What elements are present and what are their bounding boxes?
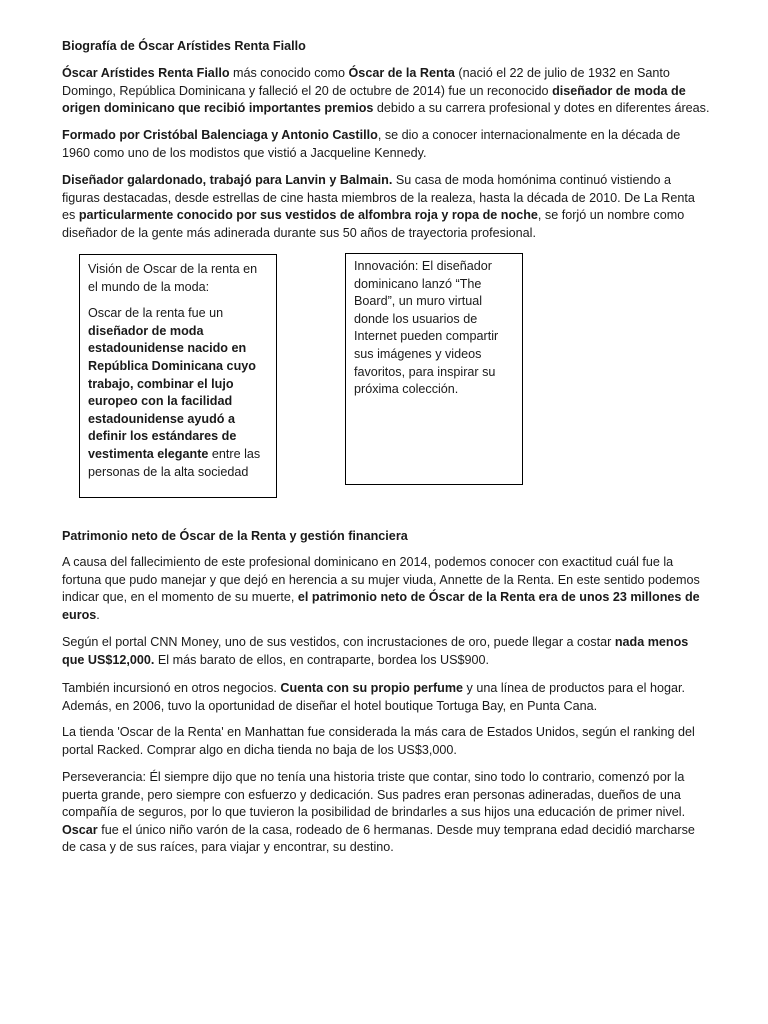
paragraph-training: Formado por Cristóbal Balenciaga y Antonio Castillo, se dio a conocer internacionalmente en la década de 1960 como uno de los modistos que vistió a Jacqueline Kennedy. — [62, 128, 681, 160]
career-highlight: Diseñador galardonado, trabajó para Lanvin y Balmain. — [62, 173, 393, 187]
price-highlight: nada menos que US$12,000. — [62, 635, 689, 667]
training-highlight: Formado por Cristóbal Balenciaga y Antonio Castillo — [62, 128, 378, 142]
paragraph-store: La tienda 'Oscar de la Renta' en Manhattan fue considerada la más cara de Estados Unidos, según el ranking del portal Racked. Comprar algo en dicha tienda no baja de los US$3,000. — [62, 725, 695, 757]
section-title-net-worth: Patrimonio neto de Óscar de la Renta y gestión financiera — [62, 529, 408, 543]
innovation-body: Innovación: El diseñador dominicano lanzó “The Board”, un muro virtual donde los usuarios de Internet pueden compartir sus imágenes y videos favoritos, para inspirar su próxima colección. — [354, 259, 499, 397]
vision-highlight: diseñador de moda estadounidense nacido en República Dominicana cuyo trabajo, combinar el lujo europeo con la facilidad estadounidense ayudó a definir los estándares de vestimenta elegante — [88, 323, 256, 461]
full-name: Óscar Arístides Renta Fiallo — [62, 66, 230, 80]
paragraph-businesses: También incursionó en otros negocios. Cuenta con su propio perfume y una línea de productos para el hogar. Además, en 2006, tuvo la oportunidad de diseñar el hotel boutique Tortuga Bay, en Punta Cana. — [62, 681, 685, 713]
paragraph-perseverance: Perseverancia: Él siempre dijo que no tenía una historia triste que contar, sino todo lo contrario, comenzó por la puerta grande, pero siempre con esfuerzo y dedicación. Sus padres eran personas adineradas, dueños de una compañía de seguros, por lo que tuvieron la posibilidad de brindarles a sus hijos una educación de primer nivel. Oscar fue el único niño varón de la casa, rodeado de 6 hermanas. Desde muy temprana edad decidió marcharse de casa y de sus raíces, para viajar y encontrar, su destino. — [62, 770, 695, 855]
oscar-highlight: Oscar — [62, 822, 98, 837]
known-for-highlight: particularmente conocido por sus vestidos de alfombra roja y ropa de noche — [78, 208, 538, 223]
innovation-textbox — [345, 253, 523, 485]
known-name: Óscar de la Renta — [348, 66, 455, 80]
vision-body: Oscar de la renta fue un diseñador de moda estadounidense nacido en República Dominicana cuyo trabajo, combinar el lujo europeo con la facilidad estadounidense ayudó a definir los estándares de vestimenta elegante entre las personas de la alta sociedad — [88, 306, 261, 479]
document-title: Biografía de Óscar Arístides Renta Fiallo — [62, 39, 306, 53]
vision-textbox — [79, 254, 277, 498]
perfume-highlight: Cuenta con su propio perfume — [280, 681, 464, 695]
net-worth-highlight: el patrimonio neto de Óscar de la Renta era de unos 23 millones de euros — [62, 590, 700, 622]
vision-heading: Visión de Oscar de la renta en el mundo de la moda: — [88, 262, 258, 294]
paragraph-dress-prices: Según el portal CNN Money, uno de sus vestidos, con incrustaciones de oro, puede llegar a costar nada menos que US$12,000. El más barato de ellos, en contraparte, bordea los US$900. — [62, 635, 689, 667]
paragraph-fortune: A causa del fallecimiento de este profesional dominicano en 2014, podemos conocer con exactitud cuál fue la fortuna que pudo manejar y que dejó en herencia a su mujer viuda, Annette de la Renta. En este sentido podemos indicar que, en el momento de su muerte, el patrimonio neto de Óscar de la Renta era de unos 23 millones de euros. — [62, 555, 700, 622]
paragraph-career: Diseñador galardonado, trabajó para Lanvin y Balmain. Su casa de moda homónima continuó vistiendo a figuras destacadas, desde estrellas de cine hasta miembros de la realeza, hasta la década de 2010. De La Renta es particularmente conocido por sus vestidos de alfombra roja y ropa de noche, se forjó un nombre como diseñador de la gente más adinerada durante sus 50 años de trayectoria profesional. — [62, 173, 695, 240]
paragraph-intro: Óscar Arístides Renta Fiallo más conocido como Óscar de la Renta (nació el 22 de julio de 1932 en Santo Domingo, República Dominicana y falleció el 20 de octubre de 2014) fue un reconocido diseñador de moda de origen dominicano que recibió importantes premios debido a su carrera profesional y dotes en diferentes áreas. — [62, 66, 710, 116]
intro-highlight: diseñador de moda de origen dominicano que recibió importantes premios — [62, 83, 686, 116]
